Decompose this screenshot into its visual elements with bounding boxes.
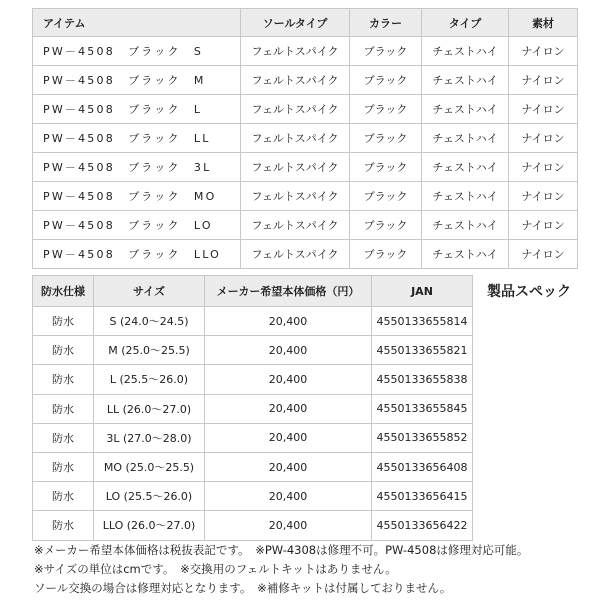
cell-color: ブラック — [350, 153, 422, 182]
cell-waterproof: 防水 — [33, 452, 94, 481]
cell-waterproof: 防水 — [33, 511, 94, 540]
cell-price: 20,400 — [205, 511, 372, 540]
cell-price: 20,400 — [205, 394, 372, 423]
cell-price: 20,400 — [205, 365, 372, 394]
table-row — [33, 394, 473, 423]
cell-color: ブラック — [350, 124, 422, 153]
cell-price: 20,400 — [205, 423, 372, 452]
table-row — [33, 336, 473, 365]
cell-waterproof: 防水 — [33, 365, 94, 394]
cell-jan: 4550133656415 — [372, 482, 473, 511]
cell-color: ブラック — [350, 211, 422, 240]
cell-item: PW－4508 ブラック L — [33, 95, 241, 124]
cell-type: チェストハイ — [422, 66, 509, 95]
cell-jan: 4550133656422 — [372, 511, 473, 540]
cell-waterproof: 防水 — [33, 482, 94, 511]
table-row — [33, 423, 473, 452]
cell-color: ブラック — [350, 95, 422, 124]
table-row — [33, 365, 473, 394]
cell-color: ブラック — [350, 66, 422, 95]
spec-title: 製品スペック — [487, 284, 571, 300]
note-line: ※サイズの単位はcmです。 ※交換用のフェルトキットはありません。 — [34, 562, 397, 576]
header-sole-type: ソールタイプ — [241, 9, 350, 37]
cell-sole-type: フェルトスパイク — [241, 124, 350, 153]
table-row — [33, 124, 578, 153]
cell-jan: 4550133655814 — [372, 307, 473, 336]
cell-sole-type: フェルトスパイク — [241, 182, 350, 211]
header-waterproof: 防水仕様 — [33, 276, 94, 307]
cell-jan: 4550133655852 — [372, 423, 473, 452]
cell-material: ナイロン — [509, 211, 578, 240]
cell-type: チェストハイ — [422, 37, 509, 66]
cell-price: 20,400 — [205, 336, 372, 365]
cell-price: 20,400 — [205, 482, 372, 511]
table-header-row — [33, 9, 578, 37]
cell-price: 20,400 — [205, 452, 372, 481]
cell-material: ナイロン — [509, 95, 578, 124]
table-row — [33, 240, 578, 269]
header-color: カラー — [350, 9, 422, 37]
table-row — [33, 66, 578, 95]
cell-item: PW－4508 ブラック LL — [33, 124, 241, 153]
table-row — [33, 452, 473, 481]
cell-material: ナイロン — [509, 240, 578, 269]
cell-color: ブラック — [350, 182, 422, 211]
cell-price: 20,400 — [205, 307, 372, 336]
cell-material: ナイロン — [509, 182, 578, 211]
cell-waterproof: 防水 — [33, 394, 94, 423]
cell-item: PW－4508 ブラック S — [33, 37, 241, 66]
cell-type: チェストハイ — [422, 211, 509, 240]
table-row — [33, 37, 578, 66]
cell-material: ナイロン — [509, 37, 578, 66]
note-line: ソール交換の場合は修理対応となります。 ※補修キットは付属しておりません。 — [34, 581, 452, 595]
cell-jan: 4550133655821 — [372, 336, 473, 365]
cell-size: LL (26.0～27.0) — [94, 394, 205, 423]
cell-size: S (24.0～24.5) — [94, 307, 205, 336]
cell-type: チェストハイ — [422, 182, 509, 211]
cell-item: PW－4508 ブラック LO — [33, 211, 241, 240]
cell-jan: 4550133655845 — [372, 394, 473, 423]
cell-item: PW－4508 ブラック 3L — [33, 153, 241, 182]
table-row — [33, 211, 578, 240]
header-jan: JAN — [372, 276, 473, 307]
cell-type: チェストハイ — [422, 95, 509, 124]
cell-sole-type: フェルトスパイク — [241, 211, 350, 240]
cell-size: L (25.5～26.0) — [94, 365, 205, 394]
cell-sole-type: フェルトスパイク — [241, 240, 350, 269]
product-spec-table — [32, 275, 473, 541]
cell-item: PW－4508 ブラック M — [33, 66, 241, 95]
cell-sole-type: フェルトスパイク — [241, 95, 350, 124]
cell-material: ナイロン — [509, 124, 578, 153]
cell-waterproof: 防水 — [33, 307, 94, 336]
cell-item: PW－4508 ブラック LLO — [33, 240, 241, 269]
header-size: サイズ — [94, 276, 205, 307]
table-row — [33, 307, 473, 336]
cell-waterproof: 防水 — [33, 423, 94, 452]
table-row — [33, 95, 578, 124]
header-material: 素材 — [509, 9, 578, 37]
header-item: アイテム — [33, 9, 241, 37]
cell-type: チェストハイ — [422, 124, 509, 153]
cell-jan: 4550133656408 — [372, 452, 473, 481]
header-type: タイプ — [422, 9, 509, 37]
cell-color: ブラック — [350, 37, 422, 66]
note-line: ※メーカー希望本体価格は税抜表記です。 ※PW-4308は修理不可。PW-4508は修理対応可能。 — [34, 543, 529, 557]
table-row — [33, 511, 473, 540]
table-row — [33, 153, 578, 182]
cell-size: LO (25.5～26.0) — [94, 482, 205, 511]
cell-color: ブラック — [350, 240, 422, 269]
cell-size: MO (25.0～25.5) — [94, 452, 205, 481]
cell-jan: 4550133655838 — [372, 365, 473, 394]
cell-size: M (25.0～25.5) — [94, 336, 205, 365]
cell-sole-type: フェルトスパイク — [241, 153, 350, 182]
header-price: メーカー希望本体価格（円） — [205, 276, 372, 307]
cell-sole-type: フェルトスパイク — [241, 66, 350, 95]
table-header-row — [33, 276, 473, 307]
cell-material: ナイロン — [509, 153, 578, 182]
cell-waterproof: 防水 — [33, 336, 94, 365]
cell-type: チェストハイ — [422, 240, 509, 269]
cell-size: 3L (27.0～28.0) — [94, 423, 205, 452]
table-row — [33, 182, 578, 211]
cell-size: LLO (26.0～27.0) — [94, 511, 205, 540]
cell-sole-type: フェルトスパイク — [241, 37, 350, 66]
table-row — [33, 482, 473, 511]
cell-type: チェストハイ — [422, 153, 509, 182]
product-item-table — [32, 8, 578, 269]
cell-item: PW－4508 ブラック MO — [33, 182, 241, 211]
cell-material: ナイロン — [509, 66, 578, 95]
notes — [34, 541, 528, 598]
